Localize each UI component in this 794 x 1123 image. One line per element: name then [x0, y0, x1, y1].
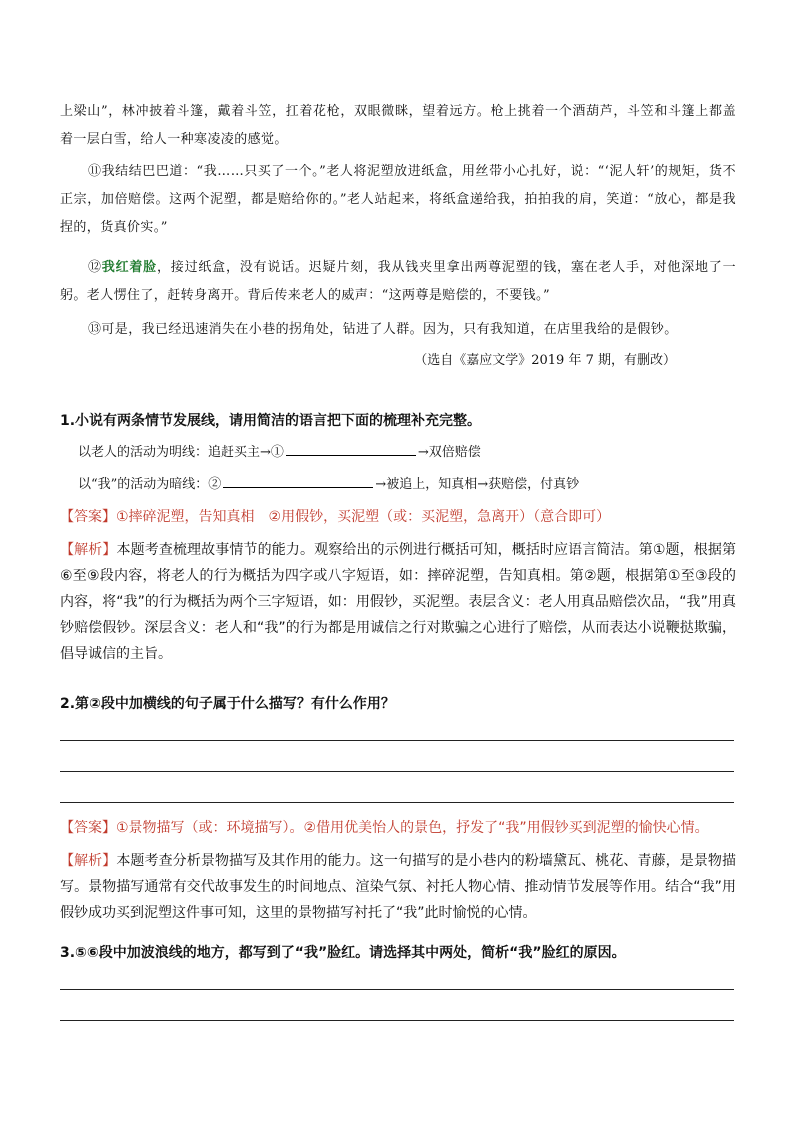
source-citation: （选自《嘉应文学》2019 年 7 期，有删改）	[414, 353, 676, 368]
plot-line-1-prefix: 以老人的活动为明线：追赶买主→①	[78, 445, 284, 460]
answer-line[interactable]	[60, 802, 734, 803]
plot-line-2-prefix: 以“我”的活动为暗线：②	[78, 477, 222, 492]
answer-line[interactable]	[60, 989, 734, 990]
analysis-text: 本题考查梳理故事情节的能力。观察给出的示例进行概括可知，概括时应语言简洁。第①题，根据第⑥至⑨段内容，将老人的行为概括为四字或八字短语，如：摔碎泥塑，告知真相。第②题，根据第①至③段的内容，将“我”的行为概括为两个三字短语，如：用假钞，买泥塑。表层含义：老人用真品赔偿次品，“我”用真钞赔偿假钞。深层含义：老人和“我”的行为都是用诚信之行对欺骗之心进行了赔偿，从而表达小说鞭挞欺骗，倡导诚信的主旨。	[60, 542, 736, 662]
answer-line[interactable]	[60, 771, 734, 772]
paragraph-12-number: ⑫	[88, 260, 102, 275]
question-3-title: 3.⑤⑥段中加波浪线的地方，都写到了“我”脸红。请选择其中两处，简析“我”脸红的原因。	[60, 945, 626, 961]
answer-tag: 【答案】	[60, 820, 116, 836]
paragraph-12	[60, 254, 736, 310]
answer-tag: 【答案】	[60, 509, 116, 525]
answer-line[interactable]	[60, 740, 734, 741]
question-2-title: 2.第②段中加横线的句子属于什么描写？有什么作用？	[60, 696, 395, 712]
highlighted-phrase: 我红着脸	[101, 260, 157, 275]
paragraph-12-text: ，接过纸盒，没有说话。迟疑片刻，我从钱夹里拿出两尊泥塑的钱，塞在老人手，对他深地了一躬。老人愣住了，赶转身离开。背后传来老人的威声：“这两尊是赔偿的，不要钱。”	[60, 260, 736, 303]
analysis-text: 本题考查分析景物描写及其作用的能力。这一句描写的是小巷内的粉墙黛瓦、桃花、青藤，是景物描写。景物描写通常有交代故事发生的时间地点、渲染气氛、衬托人物心情、推动情节发展等作用。结合“我”用假钞成功买到泥塑这件事可知，这里的景物描写衬托了“我”此时愉悦的心情。	[60, 853, 737, 921]
plot-line-1-suffix: →双倍赔偿	[417, 445, 481, 460]
paragraph-11: ⑪我结结巴巴道：“我……只买了一个。”老人将泥塑放进纸盒，用丝带小心扎好，说：“‘泥人轩’的规矩，货不正宗，加倍赔偿。这两个泥塑，都是赔给你的。”老人站起来，将纸盒递给我，拍拍我的肩，笑道：“放心，都是我捏的，货真价实。”	[60, 164, 736, 235]
question-2-analysis	[60, 848, 736, 926]
answer-text: ①景物描写（或：环境描写）。②借用优美怡人的景色，抒发了“我”用假钞买到泥塑的愉快心情。	[116, 820, 709, 836]
question-1-answer	[60, 504, 736, 530]
question-2-answer	[60, 815, 736, 841]
question-1-title: 1.小说有两条情节发展线，请用简洁的语言把下面的梳理补充完整。	[60, 413, 482, 429]
answer-line[interactable]	[60, 1020, 734, 1021]
analysis-tag: 【解析】	[60, 542, 117, 558]
analysis-tag: 【解析】	[60, 853, 117, 869]
plot-line-2	[78, 475, 579, 495]
answer-blank-2[interactable]	[223, 475, 373, 488]
paragraph-13: ⑬可是，我已经迅速消失在小巷的拐角处，钻进了人群。因为，只有我知道，在店里我给的是假钞。	[88, 322, 678, 337]
plot-line-2-suffix: →被追上，知真相→获赔偿，付真钞	[375, 477, 580, 492]
plot-line-1	[78, 443, 481, 463]
paragraph-continuation: 上梁山”，林冲披着斗篷，戴着斗笠，扛着花枪，双眼微眯，望着远方。枪上挑着一个酒葫芦，斗笠和斗篷上都盖着一层白雪，给人一种寒凌凌的感觉。	[60, 104, 736, 147]
question-1-analysis	[60, 537, 736, 667]
answer-blank-1[interactable]	[286, 443, 416, 456]
answer-text: ①摔碎泥塑，告知真相 ②用假钞，买泥塑（或：买泥塑，急离开）（意合即可）	[116, 509, 611, 525]
